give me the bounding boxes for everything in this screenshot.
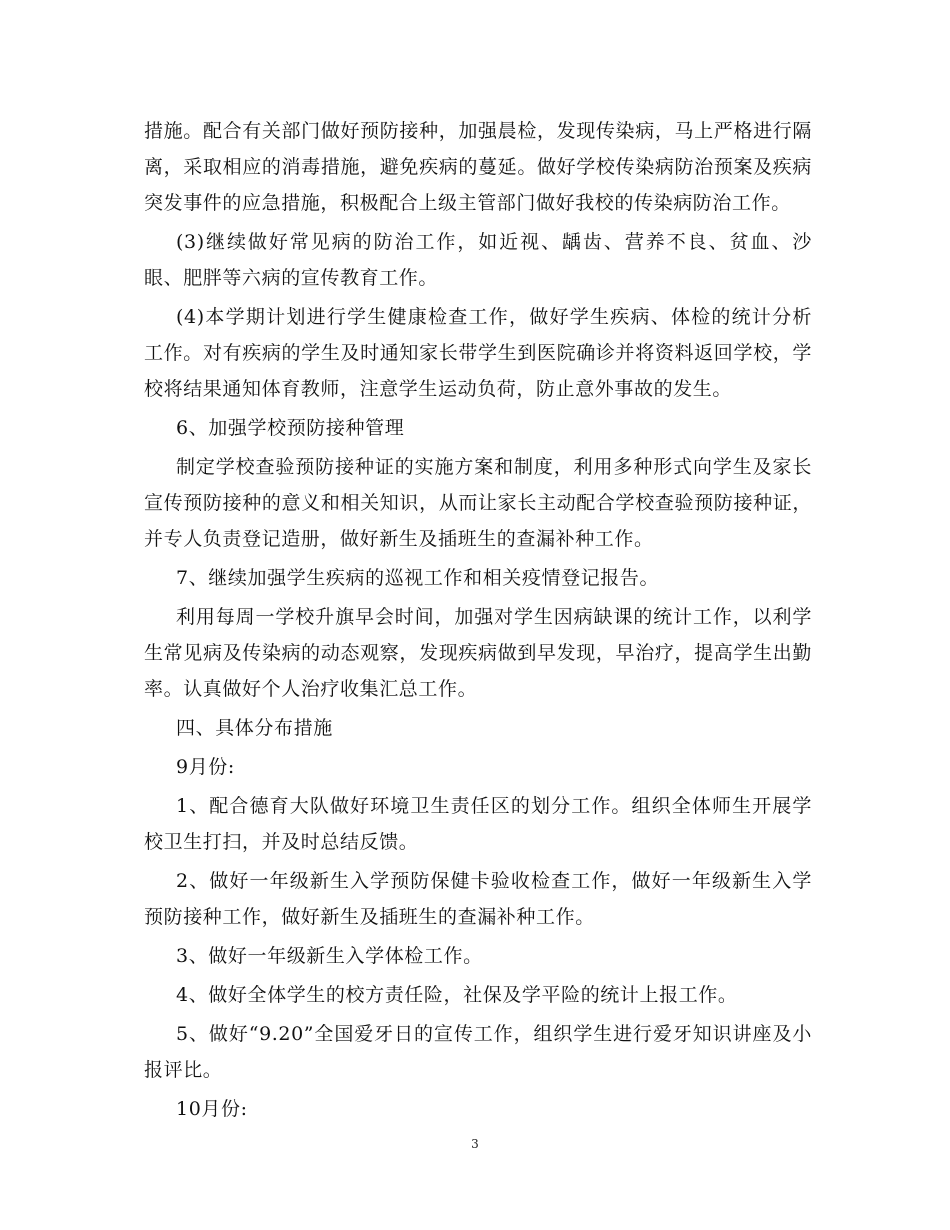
paragraph: (4)本学期计划进行学生健康检查工作，做好学生疾病、体检的统计分析工作。对有疾病的学生及时通知家长带学生到医院确诊并将资料返回学校，学校将结果通知体育教师，注意学生运动负荷，防止意外事故的发生。	[144, 306, 812, 400]
page-number: 3	[471, 1137, 479, 1151]
month-heading: 9月份:	[176, 756, 235, 778]
list-item: 4、做好全体学生的校方责任险，社保及学平险的统计上报工作。	[176, 984, 738, 1006]
list-item: 3、做好一年级新生入学体检工作。	[176, 945, 483, 967]
paragraph: 利用每周一学校升旗早会时间，加强对学生因病缺课的统计工作，以利学生常见病及传染病的动态观察，发现疾病做到早发现，早治疗，提高学生出勤率。认真做好个人治疗收集汇总工作。	[144, 606, 812, 700]
section-heading: 四、具体分布措施	[176, 717, 333, 739]
paragraph: 制定学校查验预防接种证的实施方案和制度，利用多种形式向学生及家长宣传预防接种的意义和相关知识，从而让家长主动配合学校查验预防接种证，并专人负责登记造册，做好新生及插班生的查漏补种工作。	[144, 456, 812, 550]
month-heading: 10月份:	[176, 1098, 248, 1120]
section-heading: 7、继续加强学生疾病的巡视工作和相关疫情登记报告。	[176, 567, 660, 589]
list-item: 1、配合德育大队做好环境卫生责任区的划分工作。组织全体师生开展学校卫生打扫，并及时总结反馈。	[144, 795, 812, 853]
paragraph: 措施。配合有关部门做好预防接种，加强晨检，发现传染病，马上严格进行隔离，采取相应的消毒措施，避免疾病的蔓延。做好学校传染病防治预案及疾病突发事件的应急措施，积极配合上级主管部门做好我校的传染病防治工作。	[144, 120, 812, 214]
section-heading: 6、加强学校预防接种管理	[176, 417, 405, 439]
list-item: 2、做好一年级新生入学预防保健卡验收检查工作，做好一年级新生入学预防接种工作，做好新生及插班生的查漏补种工作。	[144, 870, 812, 928]
list-item: 5、做好“9.20”全国爱牙日的宣传工作，组织学生进行爱牙知识讲座及小报评比。	[144, 1023, 812, 1081]
paragraph: (3)继续做好常见病的防治工作，如近视、龋齿、营养不良、贫血、沙眼、肥胖等六病的宣传教育工作。	[144, 231, 812, 289]
document-body	[144, 113, 812, 1130]
